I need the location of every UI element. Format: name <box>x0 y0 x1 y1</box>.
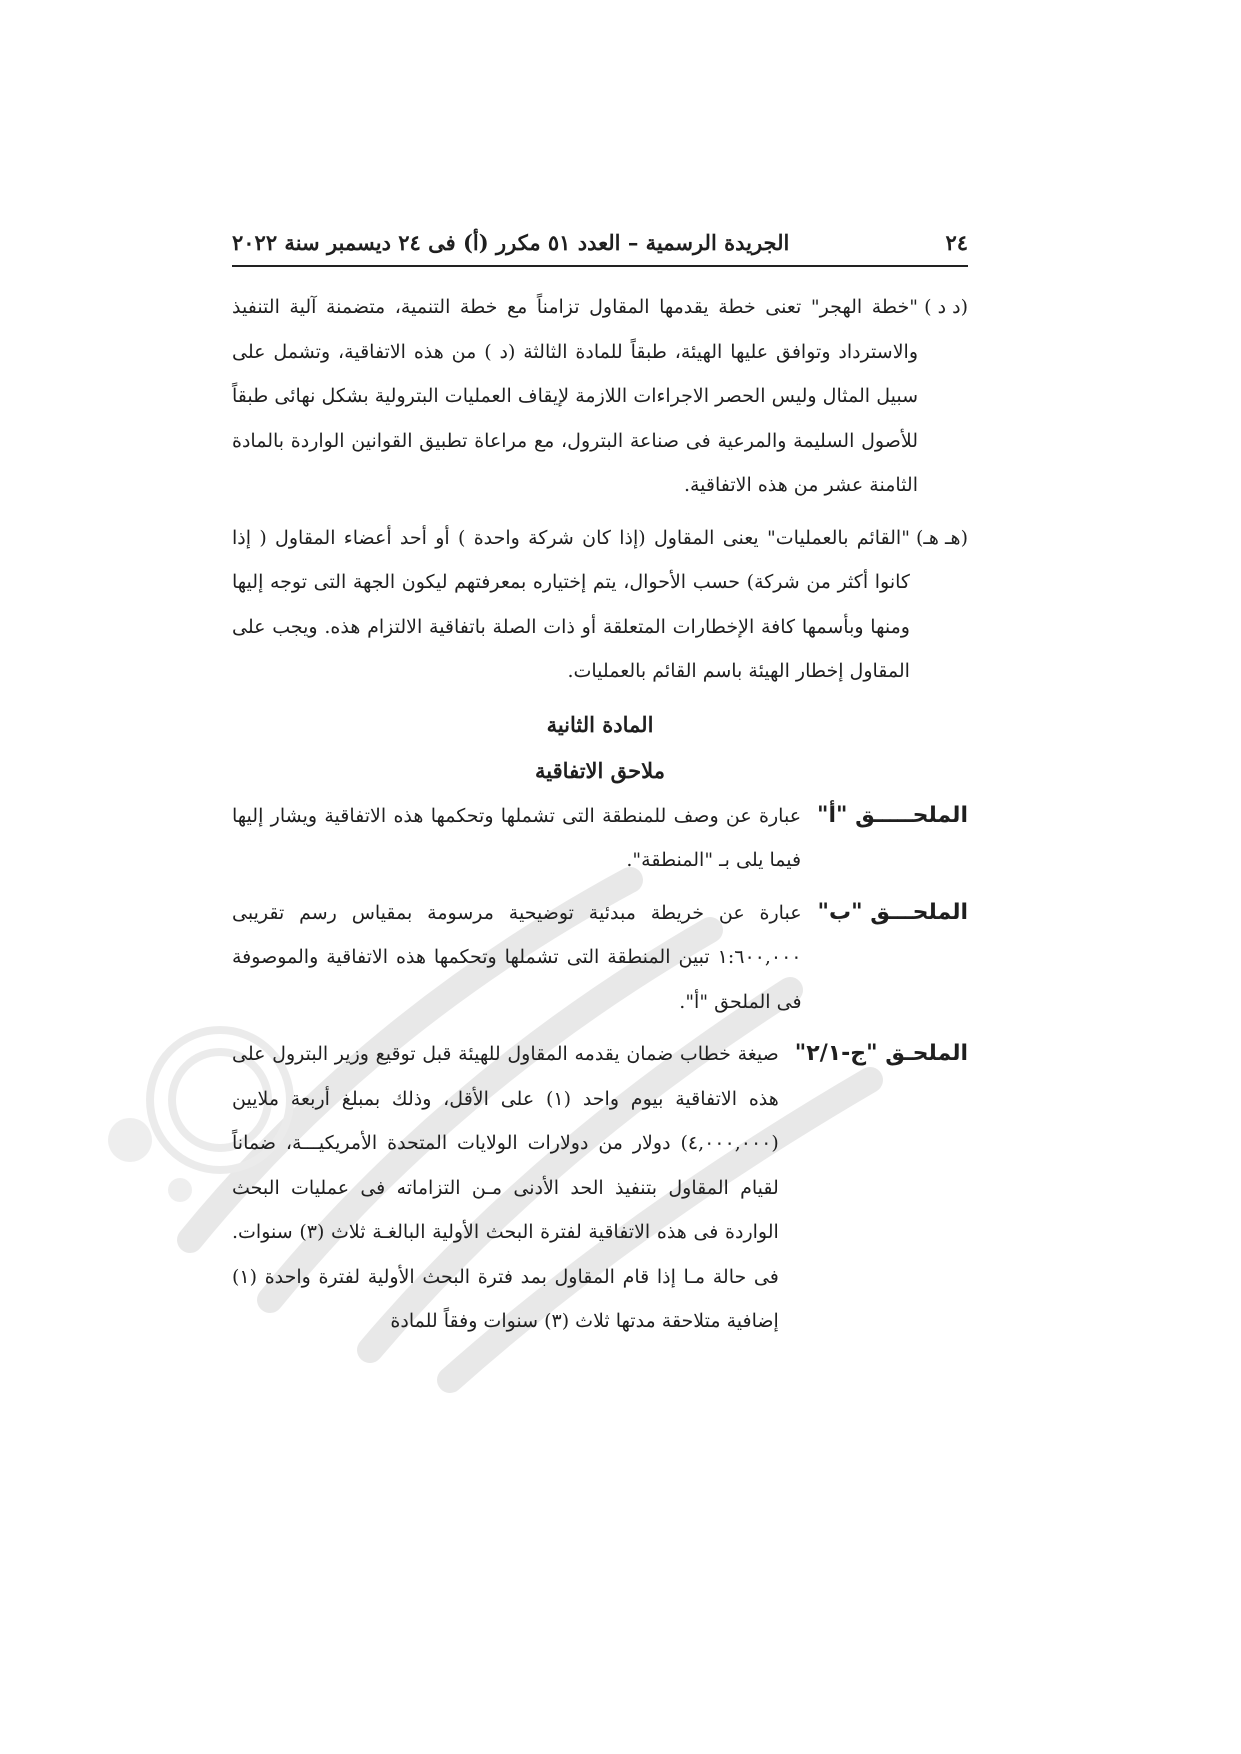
document-page <box>232 230 968 1352</box>
definition-dd <box>232 285 968 508</box>
gazette-title: الجريدة الرسمية – العدد ٥١ مكرر (أ) فى ٢٤ ديسمبر سنة ٢٠٢٢ <box>232 230 790 255</box>
definition-tag: (د د ) <box>924 296 968 318</box>
annex-b <box>232 891 968 1025</box>
page-number: ٢٤ <box>945 230 968 255</box>
annex-text: عبارة عن وصف للمنطقة التى تشملها وتحكمها هذه الاتفاقية ويشار إليها فيما يلى بـ "المنطقة". <box>232 804 802 871</box>
annex-text: صيغة خطاب ضمان يقدمه المقاول للهيئة قبل توقيع وزير البترول على هذه الاتفاقية بيوم واحد (١) على الأقل، وذلك بمبلغ أربعة ملايين (٤,٠٠٠,٠٠٠) دولار من دولارات الولايات المتحدة الأمريكيـــة، ضماناً لقيام المقاول بتنفيذ الحد الأدنى مـن التزاماته فى عمليات البحث الواردة فى هذه الاتفاقية لفترة البحث الأولية البالغـة ثلاث (٣) سنوات. فى حالة مـا إذا قام المقاول بمد فترة البحث الأولية لفترة واحدة (١) إضافية متلاحقة مدتها ثلاث (٣) سنوات وفقاً للمادة <box>232 1043 779 1332</box>
annex-label: الملحـق "ج-٢/١" <box>794 1041 968 1066</box>
annex-label: الملحـــق "ب" <box>817 899 968 925</box>
page-header <box>232 230 968 267</box>
definition-hh <box>232 516 968 694</box>
annex-text: عبارة عن خريطة مبدئية توضيحية مرسومة بمقياس رسم تقريبى ١:٦٠٠,٠٠٠ تبين المنطقة التى تشملها وتحكمها هذه الاتفاقية والموصوفة فى الملحق "أ". <box>232 901 802 1013</box>
definition-text: "القائم بالعمليات" يعنى المقاول (إذا كان شركة واحدة ) أو أحد أعضاء المقاول ( إذا كانوا أكثر من شركة) حسب الأحوال، يتم إختياره بمعرفتهم ليكون الجهة التى توجه إليها ومنها وبأسمها كافة الإخطارات المتعلقة أو ذات الصلة باتفاقية الالتزام هذه. ويجب على المقاول إخطار الهيئة باسم القائم بالعمليات. <box>232 526 910 682</box>
annex-label: الملحـــــق "أ" <box>817 802 968 828</box>
article-title: المادة الثانية <box>546 711 654 737</box>
article-subtitle: ملاحق الاتفاقية <box>535 757 665 783</box>
annex-c-2-1 <box>232 1032 968 1344</box>
definition-text: "خطة الهجر" تعنى خطة يقدمها المقاول تزامناً مع خطة التنمية، متضمنة آلية التنفيذ والاسترداد وتوافق عليها الهيئة، طبقاً للمادة الثالثة (د ) من هذه الاتفاقية، وتشمل على سبيل المثال وليس الحصر الاجراءات اللازمة لإيقاف العمليات البترولية بشكل نهائى طبقاً للأصول السليمة والمرعية فى صناعة البترول، مع مراعاة تطبيق القوانين الواردة بالمادة الثامنة عشر من هذه الاتفاقية. <box>232 296 918 496</box>
annex-a <box>232 794 968 883</box>
definition-tag: (هـ هـ) <box>915 526 968 549</box>
